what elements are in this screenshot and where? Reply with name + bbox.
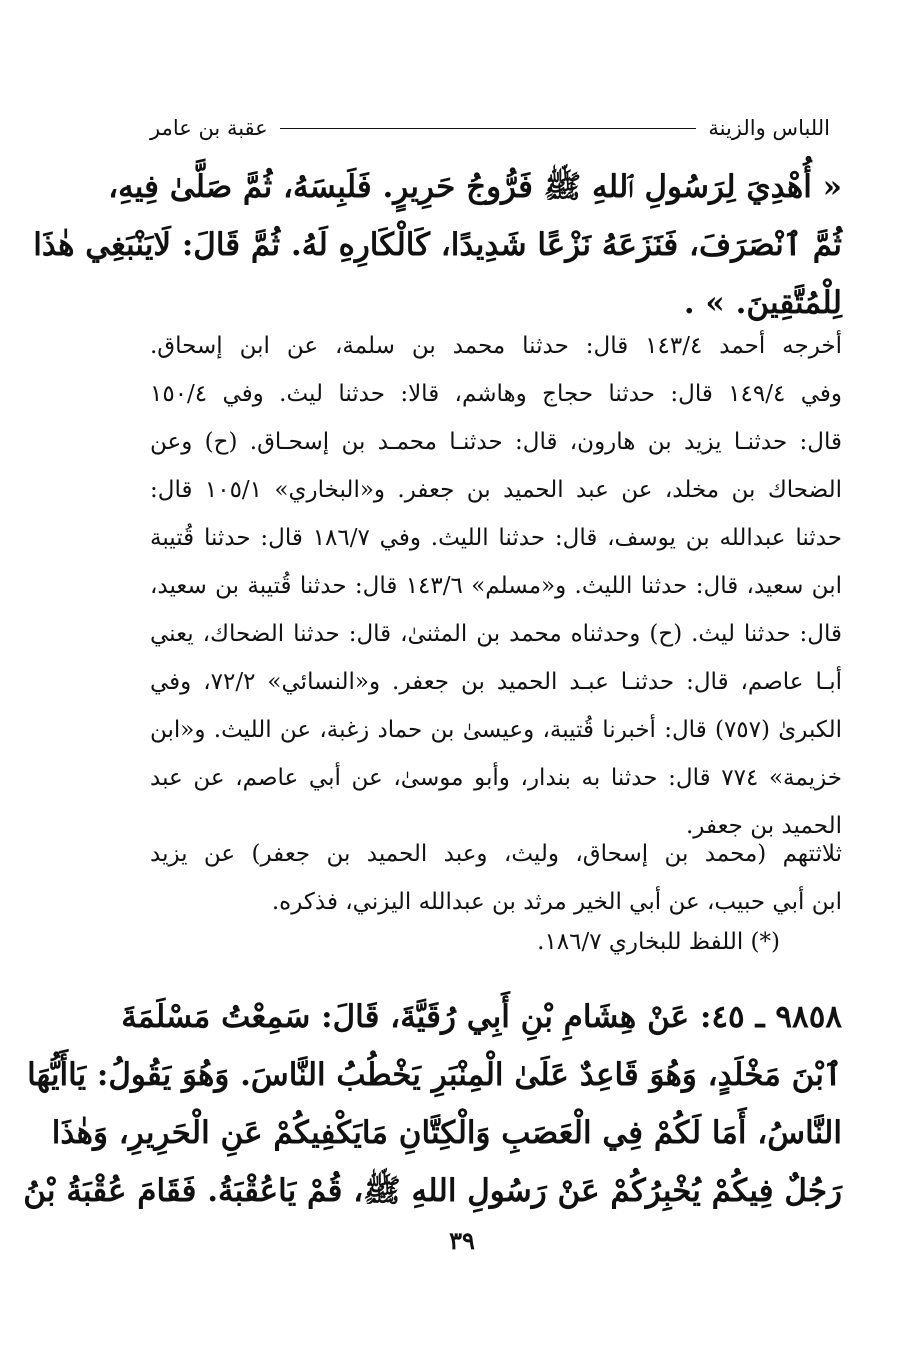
- takhrij-line: ثلاثتهم (محمد بن إسحاق، وليث، وعبد الحميد بن جعفر) عن يزيد: [150, 841, 842, 867]
- running-head-rule: [280, 128, 697, 129]
- hadith-line: « أُهْدِيَ لِرَسُولِ ٱللهِ ﷺ فَرُّوجُ حَرِيرٍ. فَلَبِسَهُ، ثُمَّ صَلَّىٰ فِيهِ،: [108, 169, 842, 205]
- takhrij-line: أخرجه أحمد ١٤٣/٤ قال: حدثنا محمد بن سلمة، عن ابن إسحاق.: [150, 333, 842, 359]
- hadith-text-2: [23, 988, 842, 1220]
- footnote: [150, 918, 842, 966]
- hadith-line: ثُمَّ ٱنْصَرَفَ، فَنَزَعَهُ نَزْعًا شَدِيدًا، كَالْكَارِهِ لَهُ. ثُمَّ قَالَ: لَايَنْبَغِي هٰذَا: [33, 227, 842, 263]
- hadith-line: ٱبْنَ مَخْلَدٍ، وَهُوَ قَاعِدٌ عَلَىٰ الْمِنْبَرِ يَخْطُبُ النَّاسَ. وَهُوَ يَقُولُ: يَاأَيُّهَا: [27, 1057, 842, 1093]
- takhrij-line: خزيمة» ٧٧٤ قال: حدثنا به بندار، وأبو موسىٰ، عن أبي عاصم، عن عبد: [150, 765, 842, 791]
- running-head: [150, 112, 830, 144]
- takhrij-line: ابن سعيد، قال: حدثنا الليث. و«مسلم» ١٤٣/٦ قال: حدثنا قُتيبة بن سعيد،: [150, 573, 842, 599]
- page-number: ٣٩: [449, 1226, 475, 1255]
- running-head-chapter: اللباس والزينة: [708, 116, 830, 140]
- takhrij-line: أبـا عاصم، قال: حدثنـا عبـد الحميد بن جعفر. و«النسائي» ٧٢/٢، وفي: [150, 669, 842, 695]
- footnote-text: (*) اللفظ للبخاري ١٨٦/٧.: [537, 929, 780, 955]
- hadith-text-1: [33, 158, 842, 332]
- takhrij-line: قال: حدثنـا يزيد بن هارون، قال: حدثنـا محمـد بن إسحـاق. (ح) وعن: [150, 429, 842, 455]
- hadith-line: رَجُلٌ فِيكُمْ يُخْبِرُكُمْ عَنْ رَسُولِ اللهِ ﷺ، قُمْ يَاعُقْبَةُ. فَقَامَ عُقْبَةُ بْنُ: [23, 1173, 842, 1209]
- takhrij-line: قال: حدثنا ليث. (ح) وحدثناه محمد بن المثنىٰ، قال: حدثنا الضحاك، يعني: [150, 621, 842, 647]
- takhrij-line: الكبرىٰ (٧٥٧) قال: أخبرنا قُتيبة، وعيسىٰ بن حماد زغبة، عن الليث. و«ابن: [150, 717, 842, 743]
- hadith-line: لِلْمُتَّقِينَ. » .: [683, 285, 842, 321]
- takhrij-line: الضحاك بن مخلد، عن عبد الحميد بن جعفر. و«البخاري» ١٠٥/١ قال:: [150, 477, 842, 503]
- takhrij-line: الحميد بن جعفر.: [685, 813, 842, 839]
- takhrij-summary: [150, 830, 842, 926]
- takhrij-line: وفي ١٤٩/٤ قال: حدثنا حجاج وهاشم، قالا: حدثنا ليث. وفي ١٥٠/٤: [150, 381, 842, 407]
- takhrij-paragraph: [150, 322, 842, 850]
- takhrij-line: حدثنا عبدالله بن يوسف، قال: حدثنا الليث. وفي ١٨٦/٧ قال: حدثنا قُتيبة: [150, 525, 842, 551]
- hadith-line: ٩٨٥٨ ـ ٤٥: عَنْ هِشَامِ بْنِ أَبِي رُقَيَّةَ، قَالَ: سَمِعْتُ مَسْلَمَةَ: [121, 999, 842, 1035]
- hadith-line: النَّاسُ، أَمَا لَكُمْ فِي الْعَصَبِ وَالْكِتَّانِ مَايَكْفِيكُمْ عَنِ الْحَرِيرِ، وَهٰذَا: [51, 1115, 842, 1151]
- running-head-section: عقبة بن عامر: [150, 116, 268, 140]
- takhrij-line: ابن أبي حبيب، عن أبي الخير مرثد بن عبدالله اليزني، فذكره.: [271, 889, 842, 915]
